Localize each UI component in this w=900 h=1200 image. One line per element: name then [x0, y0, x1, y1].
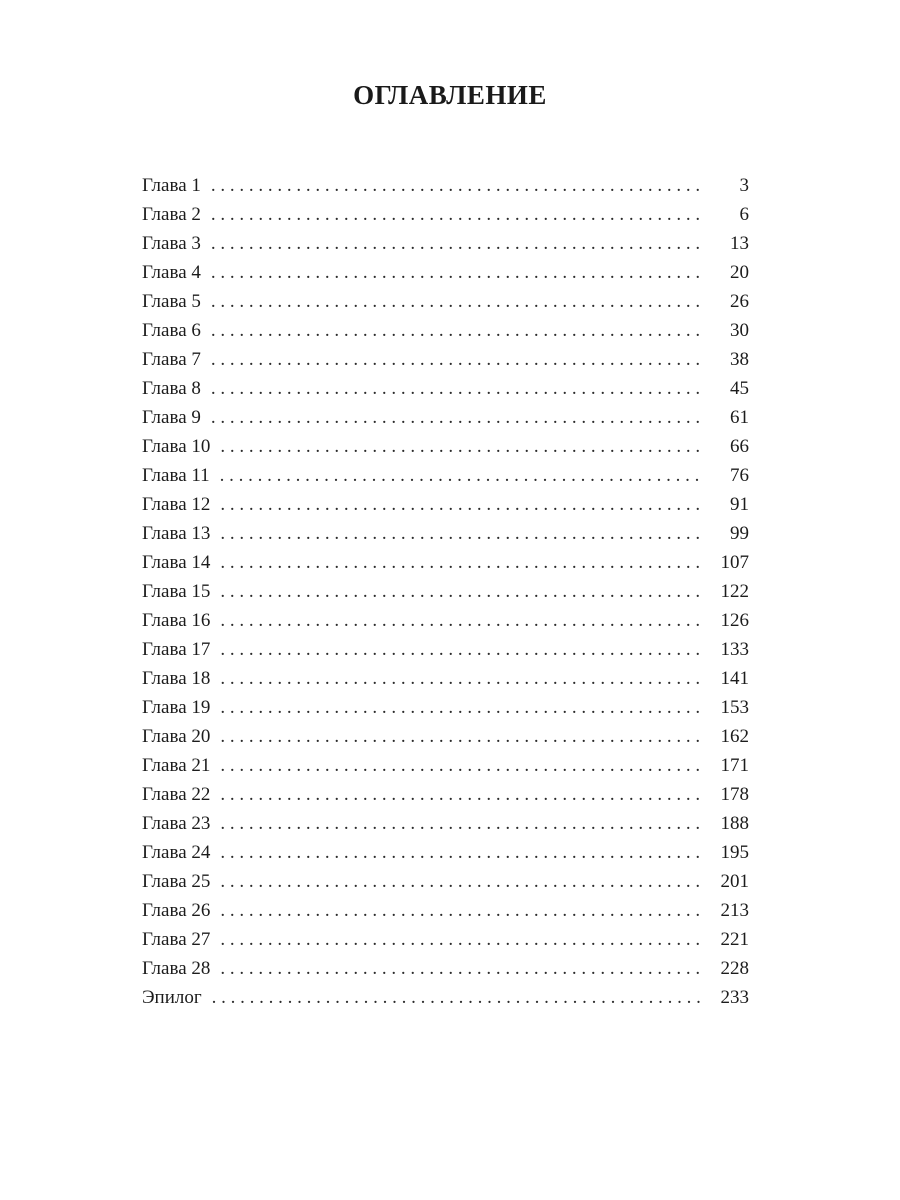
toc-entry[interactable]: [142, 316, 749, 345]
toc-entry-label: Глава 7: [142, 349, 201, 370]
toc-dot-leader: [220, 635, 703, 664]
toc-dot-leader: [211, 171, 703, 200]
toc-entry-label: Глава 22: [142, 784, 211, 805]
toc-entry-label: Глава 19: [142, 697, 211, 718]
toc-dot-leader: [220, 954, 703, 983]
toc-entry[interactable]: [142, 258, 749, 287]
toc-entry-label: Глава 27: [142, 929, 211, 950]
toc-entry-label: Глава 8: [142, 378, 201, 399]
toc-dot-leader: [220, 780, 703, 809]
toc-entry-label: Глава 28: [142, 958, 211, 979]
toc-dot-leader: [220, 548, 703, 577]
toc-dot-leader: [220, 461, 703, 490]
toc-dot-leader: [211, 345, 703, 374]
toc-dot-leader: [211, 258, 703, 287]
toc-dot-leader: [220, 606, 703, 635]
toc-entry[interactable]: [142, 171, 749, 200]
table-of-contents: [142, 171, 749, 1012]
toc-entry-page-number: 30: [730, 320, 749, 341]
toc-entry-label: Глава 24: [142, 842, 211, 863]
toc-dot-leader: [220, 722, 703, 751]
toc-entry[interactable]: [142, 896, 749, 925]
toc-entry-label: Глава 10: [142, 436, 211, 457]
toc-entry-label: Глава 14: [142, 552, 211, 573]
toc-entry-page-number: 91: [730, 494, 749, 515]
toc-entry-page-number: 20: [730, 262, 749, 283]
toc-entry-label: Глава 23: [142, 813, 211, 834]
toc-entry[interactable]: [142, 867, 749, 896]
toc-entry[interactable]: [142, 693, 749, 722]
toc-entry-page-number: 162: [720, 726, 749, 747]
toc-entry[interactable]: [142, 577, 749, 606]
toc-entry-page-number: 126: [720, 610, 749, 631]
toc-dot-leader: [220, 664, 703, 693]
toc-entry-page-number: 133: [720, 639, 749, 660]
toc-entry-page-number: 178: [720, 784, 749, 805]
toc-entry[interactable]: [142, 287, 749, 316]
toc-entry[interactable]: [142, 403, 749, 432]
toc-entry-label: Глава 25: [142, 871, 211, 892]
toc-entry-page-number: 38: [730, 349, 749, 370]
toc-dot-leader: [220, 751, 703, 780]
toc-entry[interactable]: [142, 664, 749, 693]
toc-dot-leader: [220, 925, 703, 954]
toc-dot-leader: [220, 432, 703, 461]
toc-entry-page-number: 213: [720, 900, 749, 921]
toc-entry[interactable]: [142, 925, 749, 954]
toc-dot-leader: [220, 519, 703, 548]
toc-entry-page-number: 45: [730, 378, 749, 399]
toc-entry-page-number: 3: [739, 175, 749, 196]
toc-entry-label: Глава 3: [142, 233, 201, 254]
toc-dot-leader: [211, 200, 703, 229]
toc-entry[interactable]: [142, 519, 749, 548]
toc-dot-leader: [220, 809, 703, 838]
toc-entry-page-number: 122: [720, 581, 749, 602]
toc-entry[interactable]: [142, 461, 749, 490]
toc-entry-page-number: 76: [730, 465, 749, 486]
toc-entry-page-number: 195: [720, 842, 749, 863]
toc-entry[interactable]: [142, 490, 749, 519]
toc-entry[interactable]: [142, 722, 749, 751]
toc-entry-page-number: 99: [730, 523, 749, 544]
toc-entry-label: Глава 26: [142, 900, 211, 921]
toc-entry-page-number: 228: [720, 958, 749, 979]
toc-entry-page-number: 221: [720, 929, 749, 950]
toc-entry-page-number: 6: [739, 204, 749, 225]
toc-dot-leader: [220, 867, 703, 896]
toc-entry-page-number: 26: [730, 291, 749, 312]
toc-entry-page-number: 188: [720, 813, 749, 834]
toc-dot-leader: [220, 693, 703, 722]
toc-entry-label: Глава 11: [142, 465, 210, 486]
page-title: ОГЛАВЛЕНИЕ: [353, 80, 547, 110]
toc-entry[interactable]: [142, 780, 749, 809]
toc-entry[interactable]: [142, 838, 749, 867]
toc-dot-leader: [211, 403, 703, 432]
toc-entry-label: Глава 17: [142, 639, 211, 660]
toc-entry-label: Глава 13: [142, 523, 211, 544]
toc-entry[interactable]: [142, 200, 749, 229]
toc-entry-page-number: 153: [720, 697, 749, 718]
toc-entry-page-number: 13: [730, 233, 749, 254]
toc-entry-label: Глава 5: [142, 291, 201, 312]
toc-entry-page-number: 201: [720, 871, 749, 892]
toc-entry-label: Глава 12: [142, 494, 211, 515]
toc-entry-label: Глава 9: [142, 407, 201, 428]
toc-dot-leader: [220, 896, 703, 925]
toc-entry[interactable]: [142, 229, 749, 258]
toc-dot-leader: [211, 229, 703, 258]
toc-entry-label: Глава 2: [142, 204, 201, 225]
toc-entry[interactable]: [142, 374, 749, 403]
toc-dot-leader: [211, 374, 703, 403]
toc-entry-label: Глава 18: [142, 668, 211, 689]
toc-entry-label: Глава 1: [142, 175, 201, 196]
toc-entry-label: Глава 4: [142, 262, 201, 283]
toc-entry-page-number: 141: [720, 668, 749, 689]
toc-dot-leader: [220, 577, 703, 606]
toc-entry-page-number: 66: [730, 436, 749, 457]
toc-dot-leader: [211, 316, 703, 345]
toc-entry[interactable]: [142, 983, 749, 1012]
toc-entry[interactable]: [142, 345, 749, 374]
toc-dot-leader: [212, 983, 703, 1012]
toc-entry-page-number: 233: [720, 987, 749, 1008]
toc-entry-label: Глава 15: [142, 581, 211, 602]
toc-entry-page-number: 61: [730, 407, 749, 428]
toc-entry-page-number: 107: [720, 552, 749, 573]
toc-dot-leader: [211, 287, 703, 316]
toc-entry-label: Глава 21: [142, 755, 211, 776]
toc-entry-label: Глава 6: [142, 320, 201, 341]
toc-entry[interactable]: [142, 809, 749, 838]
toc-dot-leader: [220, 490, 703, 519]
toc-entry[interactable]: [142, 432, 749, 461]
toc-entry-label: Глава 20: [142, 726, 211, 747]
toc-entry[interactable]: [142, 954, 749, 983]
toc-entry[interactable]: [142, 606, 749, 635]
toc-entry-page-number: 171: [720, 755, 749, 776]
toc-entry[interactable]: [142, 635, 749, 664]
toc-dot-leader: [220, 838, 703, 867]
toc-entry[interactable]: [142, 751, 749, 780]
toc-entry[interactable]: [142, 548, 749, 577]
toc-entry-label: Эпилог: [142, 987, 202, 1008]
toc-entry-label: Глава 16: [142, 610, 211, 631]
